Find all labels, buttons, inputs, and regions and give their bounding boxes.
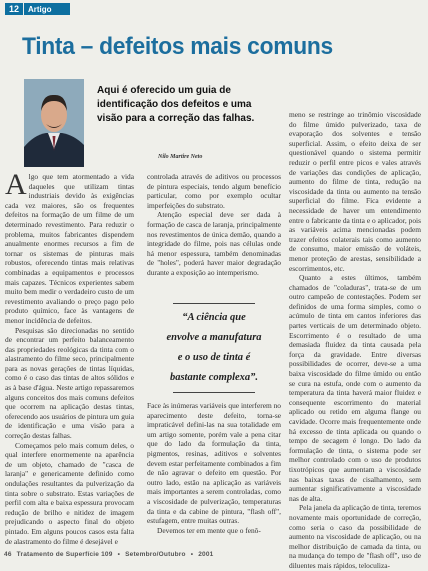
section-badge [5,3,70,15]
section-label: Artigo [24,3,70,15]
pull-quote-line: bastante complexa”. [169,372,259,383]
page-footer [4,551,217,558]
author-photo [24,79,84,167]
drop-cap: A [5,168,27,201]
paragraph: Pesquisas são direcionadas no sentido de encontrar um perfeito balanceamento das propriedades reológicas da tinta com o alastramento do filme seco, principalmente para as novas gerações de tintas líquidas, como é o caso das tintas de altos sólidos e as à base d'água. Neste artigo repassaremos alguns conceitos dos mais comuns defeitos que ocorrem na aplicação destas tintas, oferecendo aos usuários de pintura um guia de identificação e uma visão para a correção destas falhas. [5,325,134,441]
paragraph: Quanto a estes últimos, também chamados de "coladuras", trata-se de um outro campeão de contestações. Podem ser definidos de uma forma simples, como o acúmulo de tinta em cantos inferiores das partes verticais de um determinado objeto. Escorrimento é o resultado de uma demasiada fluidez da tinta causada pela força da gravidade. Entre diversas possibilidades de ocorrer, deve-se a uma baixa viscosidade do filme úmido ou então se cura na estufa, onde com o aumento da temperatura da tinta haverá maior fluidez e consequente escorrimento do material aplicado ou retido em alguma flange ou cavidade. Ocorre mais frequentemente onde há excesso de tinta aplicada ou quando o tempo de secagem é longo. Do lado da formulação de tinta, o sistema pode ser melhor controlado com o uso de produtos tixotrópicos que aumentam a viscosidade nas baixas taxas de cisalhamento, sem aumentar significativamente a viscosidade nas de alta. [289,273,421,503]
page-number: 46 [4,551,12,558]
column-3 [289,110,421,571]
paragraph: meno se restringe ao trinômio viscosidade do filme úmido pulverizado, taxa de evaporação dos solventes e tensão superficial. Assim, o efeito deixa de ser questionável quando o sistema permitir reduzir o perfil entre picos e vales através de variações das condições de aplicação, aumento do filme de tinta, redução na viscosidade da tinta ou aumento na tensão superficial do filme. Fica evidente a necessidade de haver um entendimento entre o fabricante da tinta e o aplicador, pois as variáveis acima mencionadas podem trazer efeitos colaterais tais como aumento de consumo, maior emissão de voláteis, menor proteção de arestas, sensibilidade a escorrimentos, etc. [289,110,421,273]
quote-rule-bottom [173,392,255,393]
paragraph: Face às inúmeras variáveis que interferem no aparecimento deste defeito, torna-se impraticável defini-las na sua totalidade em um artigo somente, porém vale a pena citar que do lado da formulação da tinta, pigmentos, resinas, aditivos e solventes devem estar perfeitamente combinados a fim de não agravar o defeito em questão. Por outro lado, estão na aplicação as variáveis mais importantes a serem controladas, como a viscosidade de pulverização, temperaturas da tinta e da cabine de pintura, "flash off", estufagem, entre muitas outras. [147,401,281,526]
pull-quote-line: “A ciência que [182,312,246,323]
author-name: Nilo Martire Neto [158,154,203,160]
section-number: 12 [5,3,23,15]
column-2-bottom [147,401,281,535]
pull-quote-line: e o uso de tinta é [177,352,251,363]
column-1 [5,168,134,546]
magazine-name: Tratamento de Superfície 109 [16,551,113,558]
paragraph: Pela janela da aplicação de tinta, teremos novamente mais oportunidade de correção, como seria o caso da possibilidade de aumento na viscosidade de aplicação, ou na melhor distribuição de camada da tinta, ou na mudança do tempo de "flash off", uso de diluentes mais rápidos, teloculiza- [289,503,421,570]
paragraph: controlada através de aditivos ou processos de pintura especiais, tendo algum benefício particular, como por exemplo ocultar imperfeições do substrato. [147,172,281,210]
issue-year: 2001 [198,551,214,558]
paragraph: Atenção especial deve ser dada à formação de casca de laranja, principalmente nos revestimentos de única demão, quando a integridade do filme, pois nas células onde há menor espessura, também denominadas de "holes", poderá haver maior degradação durante a exposição ao intemperismo. [147,210,281,277]
paragraph: Devemos ter em mente que o fenô- [157,525,261,535]
quote-rule-top [173,303,255,304]
issue-months: Setembro/Outubro [125,551,186,558]
column-2-top [147,172,281,278]
pull-quote-line: envolve a manufatura [166,332,262,343]
paragraph: Algo que tem atormentado a vida daqueles que utilizam tintas industriais devido às exigências cada vez maiores, são os frequentes defeitos na formação de um filme de um determinado revestimento. Para reduzir o problema, muitos fabricantes dispendem anualmente enormes recursos a fim de tornar os sistemas de pinturas mais robustos, oferecendo tintas mais relativas combinadas a equipamentos e processos mais capazes. Técnicos experientes sabem muito bem medir o verdadeiro custo de um revestimento avaliando o preço pago pelo produto químico, face às vantagens de menor incidência de defeitos. [5,168,134,325]
footer-separator: • [190,551,194,558]
article-title: Tinta – defeitos mais comuns [22,33,333,60]
paragraph: Começamos pelo mais comum deles, o qual interfere enormemente na aparência de um objeto, chamado de "casca de laranja" e genericamente definido como ondulações resultantes da pulverização da tinta sobre o substrato. Estas variações de perfil com alta e baixa espessura provocam redução de brilho e nitidez de imagem prejudicando o aspecto final do objeto pintado. Em alguns poucos casos esta falta de alastramento do filme é desejável e [5,440,134,546]
portrait-image [24,79,84,167]
pull-quote [147,308,281,388]
footer-separator: • [117,551,121,558]
lead-text: Aqui é oferecido um guia de identificação dos defeitos e uma visão para a correção das falhas. [97,85,255,124]
